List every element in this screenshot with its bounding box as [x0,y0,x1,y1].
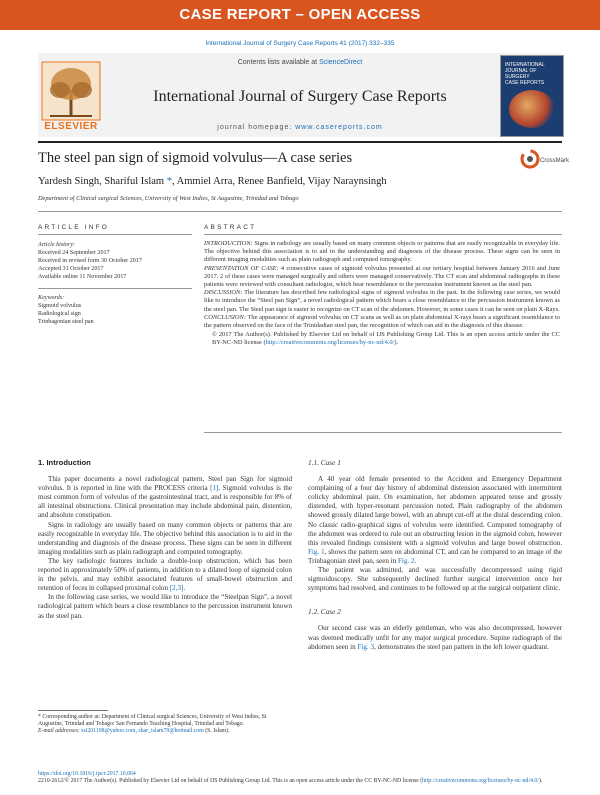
figure-link[interactable]: Fig. 2 [397,556,415,565]
affiliation: Department of Clinical surgical Sciences, University of West Indies, St Augustine, Trinidad and Tobago [38,195,299,202]
history-entry: Received 24 September 2017 [38,249,110,256]
crossmark-icon[interactable] [520,148,570,172]
abstract-rule [204,234,562,235]
abstract-body [204,240,560,348]
abstract-text: The literature has described few radiological signs of sigmoid volvulus in the past. In the following case series, we would like to introduce the “Steel pan Sign”, a novel radiological pattern which bears a close resemblance to the percussion instrument known as the steel pan. The Steel pan sign is easier to recognize on CT scan of the abdomen. However, in some cases it can be seen on plain X-Rays. [204,289,560,313]
footnote-rule [38,710,108,711]
history-label: Article history: [38,242,76,248]
history-entry: Accepted 31 October 2017 [38,265,104,272]
cover-line: JOURNAL OF [505,68,537,74]
abstract-presentation [204,265,560,290]
reference-link[interactable]: [1] [210,484,219,493]
article-info-rule [38,234,192,235]
article-history [38,242,198,282]
abstract-text: Signs in radiology are usually based on many common objects or patterns that are easily recognizable in everyday life. The objective behind this association is to aid in the understanding and diagnosis of the disease process. These signs can be seen in different imaging modalities such as plain radiograph and computed tomography. [204,240,560,264]
sciencedirect-link[interactable]: ScienceDirect [319,59,363,66]
right-column [308,458,562,652]
header-divider [38,141,562,143]
abstract-conclusion [204,314,560,330]
intro-text: . [183,584,186,593]
abstract-label: INTRODUCTION: [204,240,253,247]
email-separator: , [135,728,139,735]
keywords-label: Keywords: [38,295,65,301]
abstract-discussion [204,289,560,314]
reference-link[interactable]: [2,3] [169,584,184,593]
case1-paragraph: The patient was admitted, and was successfully decompressed using rigid sigmoidoscopy. She subsequently declined further surgical intervention once her symptoms had resolved, and continues to be followed up at the surgical outpatient clinic. [308,566,562,593]
history-entry: Received in revised form 30 October 2017 [38,257,142,264]
intro-paragraph [38,475,292,520]
abstract-label: CONCLUSION: [204,313,246,321]
doi-link[interactable]: https://doi.org/10.1016/j.ijscr.2017.10.064 [38,771,136,777]
intro-text: . Sigmoid volvulus is the most common form of volvulus of the gastrointestinal tract, and is responsible for 8% of all intestinal obstructions. Clinical presentation may include abdominal pain, distention, and absolute constipation. [38,484,292,520]
license-end: ). [538,778,543,785]
journal-title: International Journal of Surgery Case Reports [153,88,447,105]
cover-title [505,62,559,86]
history-entry: Available online 11 November 2017 [38,273,127,280]
authors-rest: , Ammiel Arra, Renee Banfield, Vijay Naraynsingh [171,176,387,187]
author-list [38,176,558,187]
issn-line [38,778,562,785]
cover-artwork [509,90,555,128]
abstract-bottom-rule [204,432,562,433]
case-text: , shows the pattern seen on abdominal CT, and can be compared to an image of the Trinbagonian steel pan, seen in [308,547,562,565]
case-text: , demonstrates the steel pan pattern in the left lower quadrant. [374,642,549,651]
introduction-heading: 1. Introduction [38,458,91,467]
cover-line: CASE REPORTS [505,80,545,86]
contents-availability [110,59,490,66]
cover-line: INTERNATIONAL [505,62,545,68]
elsevier-wordmark: ELSEVIER [44,121,98,132]
abstract-license [204,331,560,347]
case1-heading: 1.1. Case 1 [308,458,341,467]
issn-text: 2210-2612/© 2017 The Author(s). Published by Elsevier Ltd on behalf of IJS Publishing Group Ltd. This is an open access article under the CC BY-NC-ND license ( [38,778,423,785]
email-line [38,728,292,735]
license-text: © 2017 The Author(s). Published by Elsevier Ltd on behalf of IJS Publishing Group Ltd. This is an open access article under the CC BY-NC-ND license ( [212,331,560,347]
history-rule [38,288,192,289]
intro-paragraph: Signs in radiology are usually based on many common objects or patterns that are easily recognizable in everyday life. The objective behind this association is to aid in the understanding and diagnosis of the disease process. These signs can be seen in different imaging modalities such as plain radiograph and computed tomography. [38,520,292,556]
article-info-heading: ARTICLE INFO [38,224,110,231]
abstract-heading: ABSTRACT [204,224,257,231]
email-label: E-mail addresses: [38,728,82,735]
email-link[interactable]: ssi201198@yahoo.com [81,728,136,735]
figure-link[interactable]: Fig. 1 [308,547,325,556]
authors-lead: Yardesh Singh, Shariful Islam [38,176,167,187]
case-report-banner: CASE REPORT – OPEN ACCESS [0,0,600,30]
journal-homepage [110,124,490,131]
corresponding-author-marker[interactable]: * [166,176,172,187]
license-link[interactable]: http://creativecommons.org/licenses/by-nc-nd/4.0/ [265,339,395,347]
case-text: Our second case was an elderly gentleman, who was also decompressed, however was deemed medically unfit for any major surgical procedure. Supine radiograph of the abdomen seen in [308,624,562,651]
case2-paragraph [308,624,562,651]
doi-block [38,771,562,785]
case2-heading: 1.2. Case 2 [308,607,341,617]
footnote [38,714,292,735]
homepage-prefix: journal homepage: [217,124,296,131]
journal-citation[interactable]: International Journal of Surgery Case Reports 41 (2017) 332–335 [205,40,395,47]
abstract-introduction [204,240,560,265]
license-link[interactable]: http://creativecommons.org/licenses/by-nc-nd/4.0/ [422,778,539,785]
corresponding-author-note: * Corresponding author at: Department of Clinical surgical Sciences, University of West Indies, St Augustine, Trinidad and Tobago/ San Fernando Teaching Hospital, Trinidad and Tobago. [38,714,267,728]
journal-cover-thumbnail [500,55,564,137]
crossmark-label: CrossMark [540,158,570,164]
intro-paragraph: In the following case series, we would like to introduce the “Steelpan Sign”, a novel radiological pattern which bears a close resemblance to the percussion instrument known as the steel pan. [38,593,292,620]
left-column [38,458,292,621]
intro-paragraph [38,557,292,593]
abstract-label: PRESENTATION OF CASE: [204,264,279,272]
authors-divider [38,211,562,212]
abstract-text: The appearance of sigmoid volvulus on CT scans as well as on plain abdominal X-rays bears a significant resemblance to the pattern observed on the face of the Trinidadian steel pan, the recognition of which can aid in the diagnosis of this disease. [204,313,560,330]
keyword: Sigmoid volvulus [38,302,82,309]
cover-line: SURGERY [505,74,530,80]
article-title: The steel pan sign of sigmoid volvulus—A case series [38,150,353,166]
case-text: A 40 year old female presented to the Accident and Emergency Department complaining of a four day history of abdominal distension associated with intermittent colicky abdominal pain. On examination, her abdomen appeared tense and grossly distended, with hyper-resonant percussion noted. Plain radiography of the abdomen showed grossly dilated large bowel, with an abrupt cut-off at the distal descending colon. No classic radio-graphical signs of volvulus were identified. Computed tomography of the abdomen was ordered to rule out an obstructing lesion in the sigmoid colon, however this revealed findings consistent with a sigmoid volvulus and large bowel obstruction. [308,475,562,547]
case1-paragraph [308,475,562,566]
keyword: Radiological sign [38,310,81,317]
contents-prefix: Contents lists available at [237,59,320,66]
license-end: ). [394,339,399,347]
intro-text: This paper documents a novel radiological pattern, Steel pan Sign for sigmoid volvulus. It is reported in line with the PROCESS criteria [38,475,292,493]
email-end: (S. Islam). [203,728,230,735]
email-link[interactable]: shar_islam79@hotmail.com [138,728,204,735]
keywords [38,295,198,327]
homepage-link[interactable]: www.casereports.com [295,124,383,131]
case-text: . [414,556,417,565]
keyword: Trinbagonian steel pan [38,318,94,325]
abstract-label: DISCUSSION: [204,289,243,297]
abstract-text: 4 consecutive cases of sigmoid volvulus presented at our tertiary hospital between January 2016 and June 2017. 2 of these cases were managed surgically and others were managed conservatively. The CT scan and abdominal radiographs in these patients were reviewed with consultant radiologist, which bear resemblance to the percussion instrument known as the steel pan. [204,264,560,289]
figure-link[interactable]: Fig. 3 [357,642,375,651]
intro-text: The key radiologic features include a double-loop obstruction, which has been reported in approximately 50% of patients, in addition to a dilated loop of sigmoid colon in the pelvis, and may exhibit associated features of small-bowel obstruction and retention of feces in collapsed proximal colon [38,556,292,593]
